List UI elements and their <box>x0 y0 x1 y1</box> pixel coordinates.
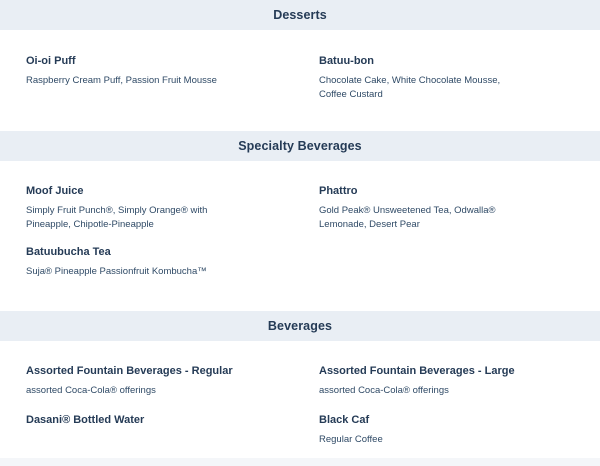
item-description-line: Simply Fruit Punch®, Simply Orange® with <box>26 205 208 216</box>
item-name: Assorted Fountain Beverages - Large <box>319 365 515 377</box>
menu-item-dasani-water <box>26 413 266 427</box>
item-description-line: Pineapple, Chipotle-Pineapple <box>26 219 154 230</box>
section-header-beverages: Beverages <box>0 311 600 341</box>
section-header-specialty-beverages: Specialty Beverages <box>0 131 600 161</box>
item-description: Suja® Pineapple Passionfruit Kombucha™ <box>26 266 207 277</box>
item-name: Phattro <box>319 185 358 197</box>
item-name: Batuu-bon <box>319 55 374 67</box>
item-description-line: Lemonade, Desert Pear <box>319 219 420 230</box>
item-description: Raspberry Cream Puff, Passion Fruit Mousse <box>26 75 217 86</box>
menu-item-fountain-regular <box>26 364 266 398</box>
bottom-strip <box>0 458 600 466</box>
menu-item-fountain-large <box>319 364 559 398</box>
menu-item-oi-oi-puff <box>26 54 266 88</box>
item-description <box>26 204 266 232</box>
menu-item-moof-juice <box>26 184 266 232</box>
item-description-line: Chocolate Cake, White Chocolate Mousse, <box>319 75 501 86</box>
item-description: assorted Coca-Cola® offerings <box>26 385 156 396</box>
menu-item-phattro <box>319 184 559 232</box>
menu-item-batuubucha-tea <box>26 245 266 279</box>
item-name: Assorted Fountain Beverages - Regular <box>26 365 233 377</box>
item-description <box>319 204 559 232</box>
item-name: Oi-oi Puff <box>26 55 76 67</box>
item-description-line: Coffee Custard <box>319 89 383 100</box>
menu-item-batuu-bon <box>319 54 559 102</box>
item-description <box>319 74 559 102</box>
item-description: assorted Coca-Cola® offerings <box>319 385 449 396</box>
item-name: Black Caf <box>319 414 370 426</box>
item-description-line: Gold Peak® Unsweetened Tea, Odwalla® <box>319 205 496 216</box>
menu-item-black-caf <box>319 413 559 447</box>
item-description: Regular Coffee <box>319 434 383 445</box>
item-name: Batuubucha Tea <box>26 246 111 258</box>
section-header-desserts: Desserts <box>0 0 600 30</box>
item-name: Moof Juice <box>26 185 84 197</box>
item-name: Dasani® Bottled Water <box>26 414 145 426</box>
